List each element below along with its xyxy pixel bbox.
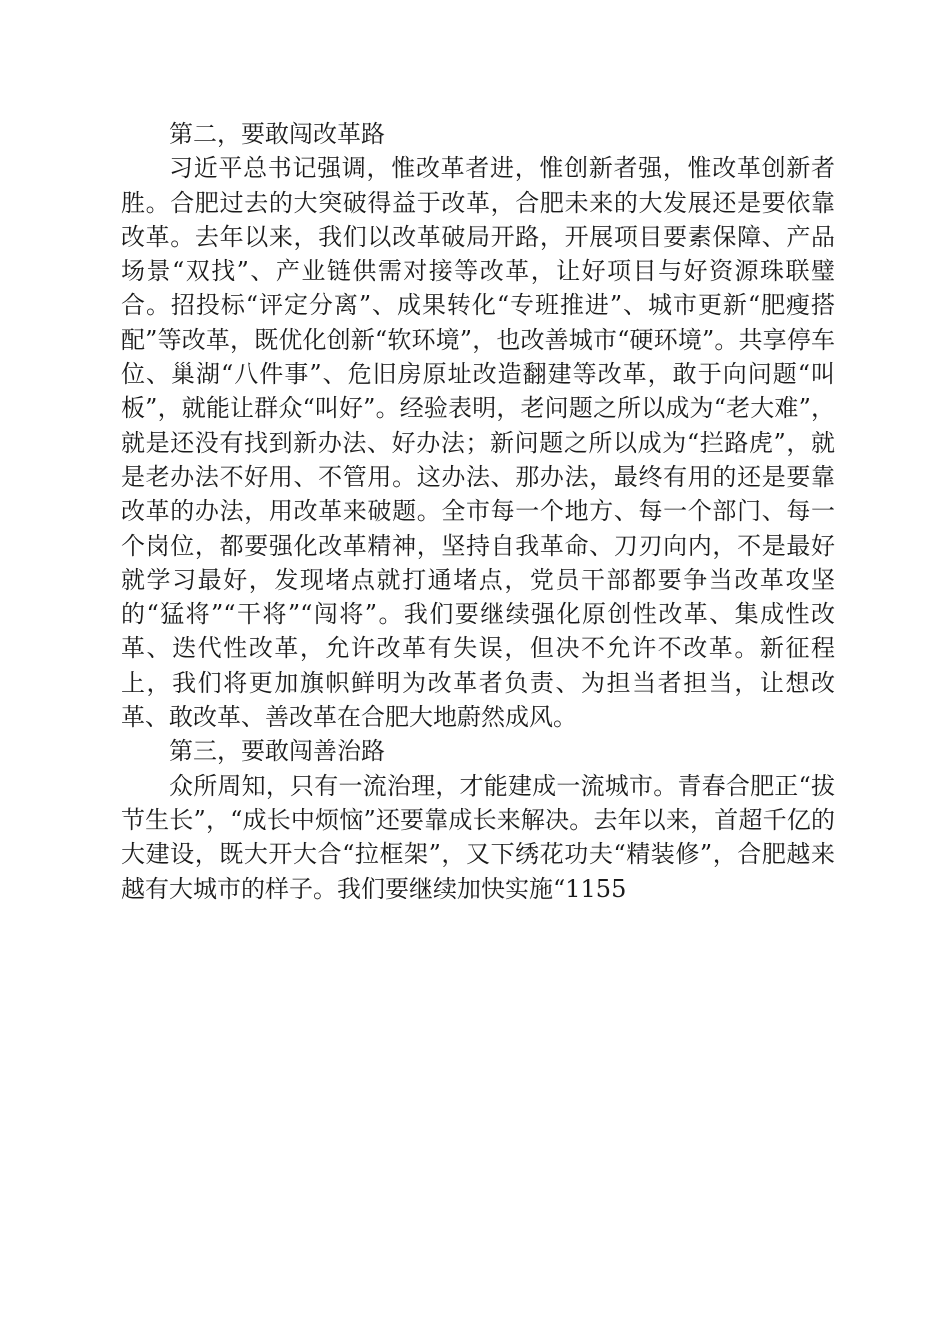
section-paragraph-reform: 习近平总书记强调，惟改革者进，惟创新者强，惟改革创新者胜。合肥过去的大突破得益于改革，合肥未来的大发展还是要依靠改革。去年以来，我们以改革破局开路，开展项目要素保障、产品场景“双找”、产业链供需对接等改革，让好项目与好资源珠联璧合。招投标“评定分离”、成果转化“专班推进”、城市更新“肥瘦搭配”等改革，既优化创新“软环境”，也改善城市“硬环境”。共享停车位、巢湖“八件事”、危旧房原址改造翻建等改革，敢于向问题“叫板”，就能让群众“叫好”。经验表明，老问题之所以成为“老大难”，就是还没有找到新办法、好办法；新问题之所以成为“拦路虎”，就是老办法不好用、不管用。这办法、那办法，最终有用的还是要靠改革的办法，用改革来破题。全市每一个地方、每一个部门、每一个岗位，都要强化改革精神，坚持自我革命、刀刃向内，不是最好就学习最好，发现堵点就打通堵点，党员干部都要争当改革攻坚的“猛将”“干将”“闯将”。我们要继续强化原创性改革、集成性改革、迭代性改革，允许改革有失误，但决不允许不改革。新征程上，我们将更加旗帜鲜明为改革者负责、为担当者担当，让想改革、敢改革、善改革在合肥大地蔚然成风。 [121, 154, 835, 732]
document-body [121, 117, 835, 906]
section-heading-reform: 第二，要敢闯改革路 [169, 120, 385, 148]
section-paragraph-governance: 众所周知，只有一流治理，才能建成一流城市。青春合肥正“拔节生长”，“成长中烦恼”还要靠成长来解决。去年以来，首超千亿的大建设，既大开大合“拉框架”，又下绣花功夫“精装修”，合肥越来越有大城市的样子。我们要继续加快实施“1155 [121, 771, 835, 903]
section-heading-governance: 第三，要敢闯善治路 [169, 737, 385, 766]
